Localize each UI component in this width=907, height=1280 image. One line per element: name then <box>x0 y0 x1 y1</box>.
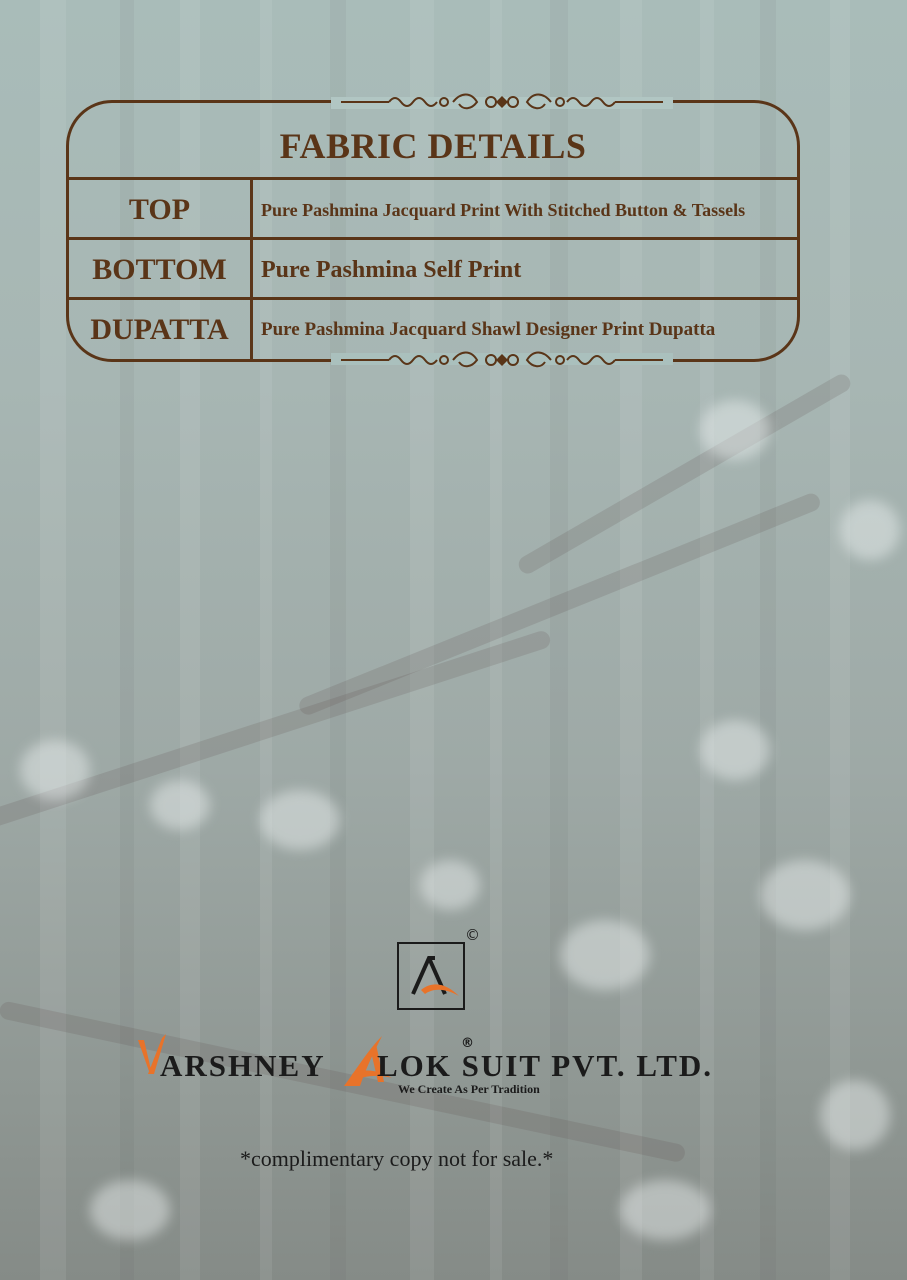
logo-a-icon <box>399 944 463 1008</box>
row-value: Pure Pashmina Jacquard Shawl Designer Print Dupatta <box>261 319 716 340</box>
fabric-row-dupatta <box>69 300 797 360</box>
row-label: TOP <box>128 193 191 226</box>
row-label: BOTTOM <box>92 253 227 286</box>
registered-mark: ® <box>461 1036 474 1051</box>
fabric-details-title: FABRIC DETAILS <box>279 126 587 166</box>
brand-tagline: We Create As Per Tradition <box>398 1082 540 1096</box>
fabric-row-bottom <box>69 240 797 300</box>
brand-wordmark <box>138 1034 758 1094</box>
brand-name-part2: LOK SUIT PVT. LTD. <box>377 1048 714 1083</box>
row-value: Pure Pashmina Jacquard Print With Stitched Button & Tassels <box>261 199 746 220</box>
copyright-mark: © <box>465 926 480 944</box>
fabric-details-box <box>66 100 800 362</box>
row-value: Pure Pashmina Self Print <box>261 256 522 283</box>
ornament-divider-icon <box>341 93 663 111</box>
brand-name-part1: ARSHNEY <box>160 1048 326 1083</box>
row-label: DUPATTA <box>90 313 229 346</box>
disclaimer-text: *complimentary copy not for sale.* <box>240 1146 554 1171</box>
fabric-row-top <box>69 180 797 240</box>
brand-logo <box>397 942 465 1010</box>
